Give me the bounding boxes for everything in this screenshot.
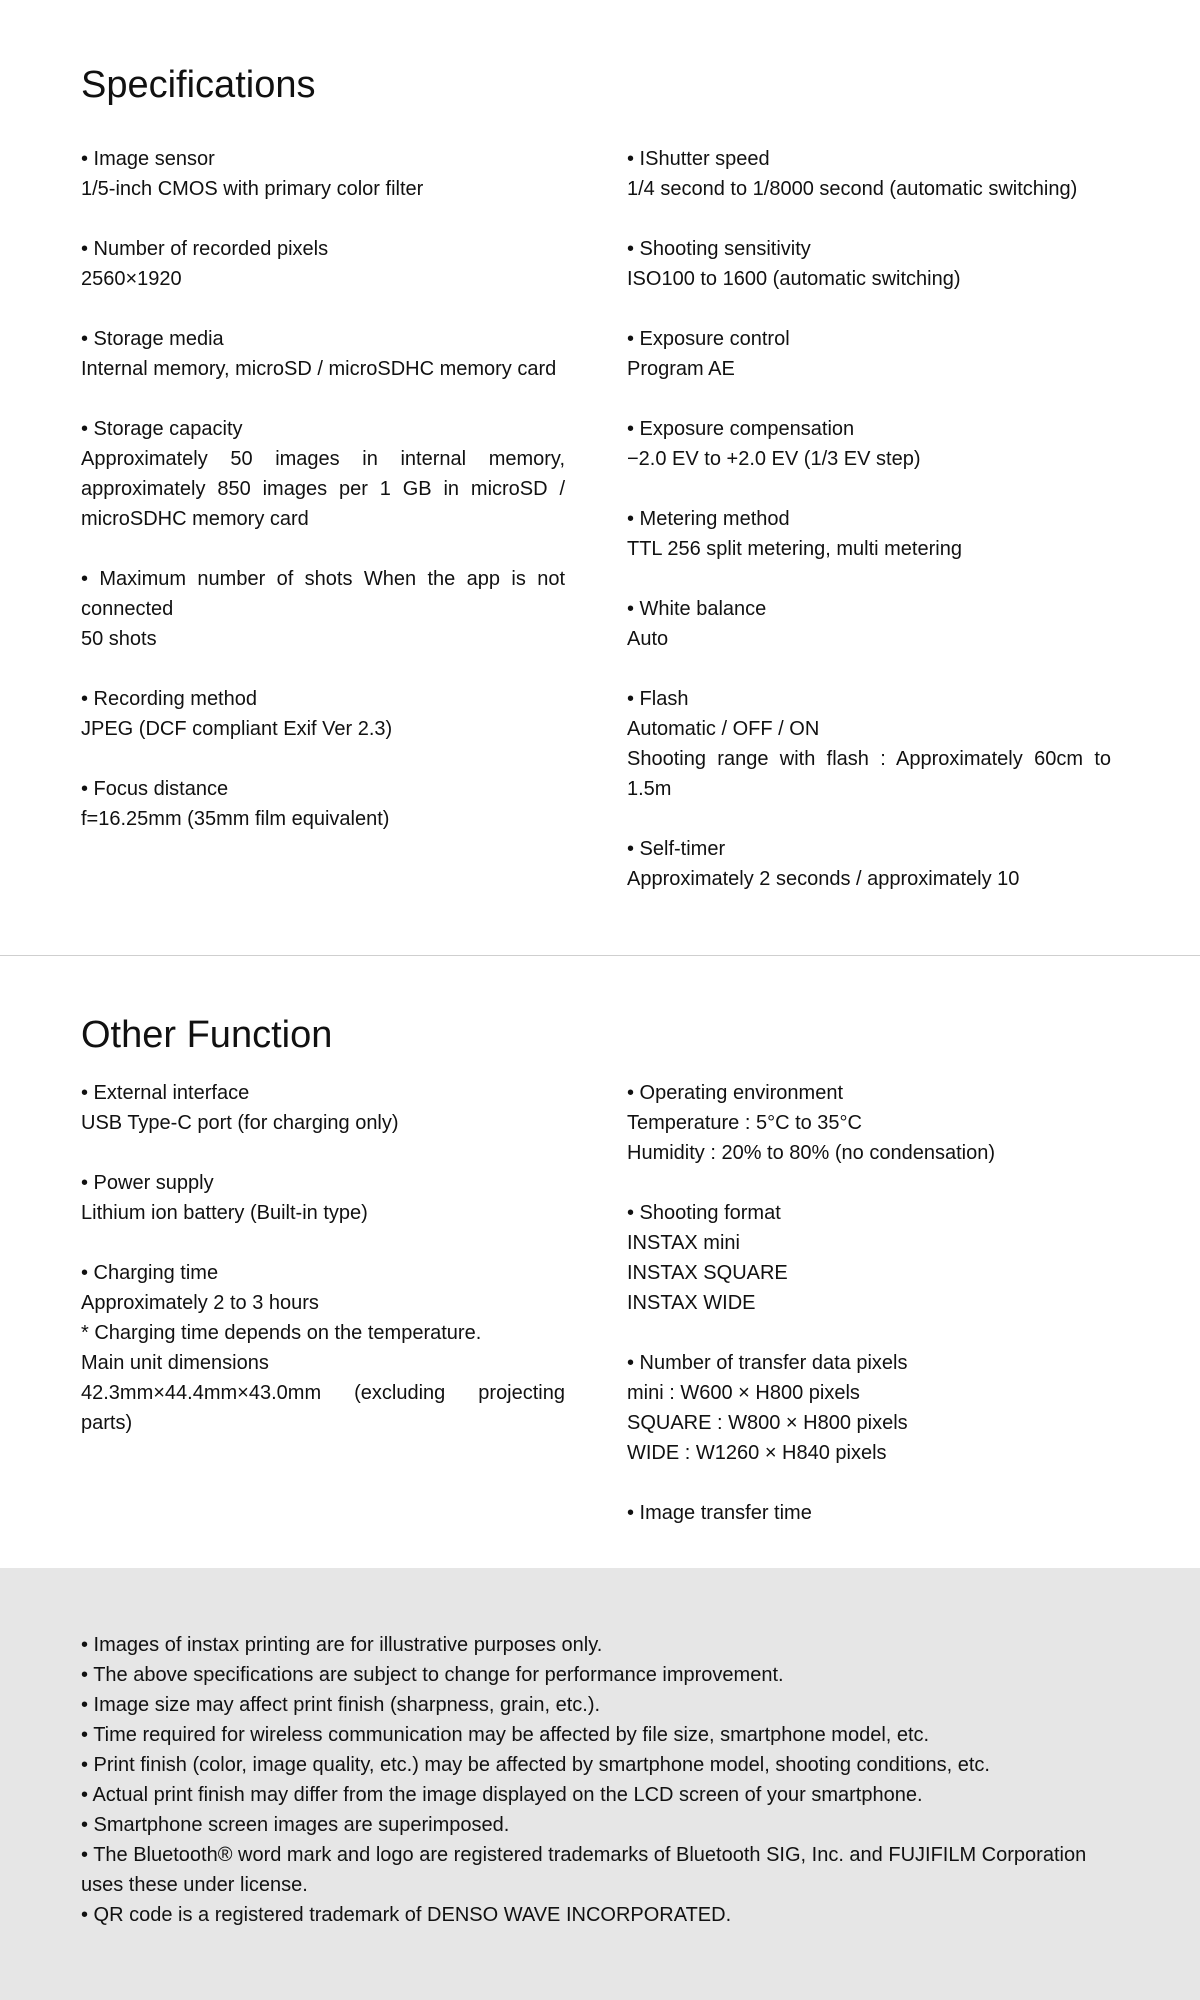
spec-value: * Charging time depends on the temperature. xyxy=(81,1322,482,1344)
spec-item xyxy=(627,684,1111,804)
spec-item xyxy=(627,1078,1111,1168)
notes-list xyxy=(81,1630,1111,1930)
spec-label: • Power supply xyxy=(81,1172,214,1194)
spec-value: mini : W600 × H800 pixels xyxy=(627,1382,860,1404)
spec-item xyxy=(627,234,1111,294)
spec-item xyxy=(627,594,1111,654)
spec-label: • Number of transfer data pixels xyxy=(627,1352,908,1374)
specifications-right-column xyxy=(627,144,1111,924)
spec-value: ISO100 to 1600 (automatic switching) xyxy=(627,268,961,290)
spec-value: Approximately 2 seconds / approximately 10 xyxy=(627,868,1020,890)
spec-label: • Flash xyxy=(627,688,689,710)
note-item: • Image size may affect print finish (sharpness, grain, etc.). xyxy=(81,1694,601,1716)
spec-item xyxy=(627,1498,1111,1528)
spec-value: 1/4 second to 1/8000 second (automatic switching) xyxy=(627,178,1078,200)
spec-label: • External interface xyxy=(81,1082,250,1104)
spec-item xyxy=(627,834,1111,894)
specifications-heading: Specifications xyxy=(81,64,316,106)
spec-value: INSTAX mini xyxy=(627,1232,740,1254)
spec-label: • Focus distance xyxy=(81,778,229,800)
note-item: • Smartphone screen images are superimposed. xyxy=(81,1814,510,1836)
other-function-left-column xyxy=(81,1078,565,1468)
spec-item xyxy=(81,1258,565,1438)
notes-section xyxy=(0,1568,1200,2000)
spec-value: TTL 256 split metering, multi metering xyxy=(627,538,962,560)
spec-value: Humidity : 20% to 80% (no condensation) xyxy=(627,1142,995,1164)
spec-item xyxy=(81,324,565,384)
spec-item xyxy=(81,1078,565,1138)
spec-value: 42.3mm×44.4mm×43.0mm (excluding projecting parts) xyxy=(81,1382,565,1434)
spec-value: SQUARE : W800 × H800 pixels xyxy=(627,1412,908,1434)
spec-item xyxy=(81,234,565,294)
spec-label: • Self-timer xyxy=(627,838,726,860)
spec-item xyxy=(81,684,565,744)
spec-label: • Storage media xyxy=(81,328,224,350)
spec-label: • Shooting sensitivity xyxy=(627,238,811,260)
spec-value: INSTAX SQUARE xyxy=(627,1262,788,1284)
spec-label: • IShutter speed xyxy=(627,148,770,170)
spec-item xyxy=(81,414,565,534)
spec-label: • Storage capacity xyxy=(81,418,243,440)
note-item: • QR code is a registered trademark of DENSO WAVE INCORPORATED. xyxy=(81,1904,732,1926)
spec-value: Shooting range with flash : Approximately 60cm to 1.5m xyxy=(627,748,1111,800)
spec-label: • Image transfer time xyxy=(627,1502,812,1524)
note-item: • The above specifications are subject to change for performance improvement. xyxy=(81,1664,784,1686)
spec-value: INSTAX WIDE xyxy=(627,1292,756,1314)
spec-item xyxy=(627,504,1111,564)
spec-value: Lithium ion battery (Built-in type) xyxy=(81,1202,368,1224)
spec-item xyxy=(81,774,565,834)
spec-label: • Metering method xyxy=(627,508,790,530)
note-item: • Print finish (color, image quality, etc.) may be affected by smartphone model, shooting conditions, etc. xyxy=(81,1754,990,1776)
note-item: • Time required for wireless communication may be affected by file size, smartphone model, etc. xyxy=(81,1724,930,1746)
spec-label: • Number of recorded pixels xyxy=(81,238,329,260)
other-function-section xyxy=(0,956,1200,1568)
note-item: • The Bluetooth® word mark and logo are registered trademarks of Bluetooth SIG, Inc. and FUJIFILM Corporation uses these under license. xyxy=(81,1844,1087,1896)
other-function-right-column xyxy=(627,1078,1111,1558)
spec-item xyxy=(81,564,565,654)
spec-label: • Exposure control xyxy=(627,328,790,350)
spec-item xyxy=(627,1198,1111,1318)
spec-value: 2560×1920 xyxy=(81,268,182,290)
spec-value: Auto xyxy=(627,628,669,650)
note-item: • Images of instax printing are for illustrative purposes only. xyxy=(81,1634,603,1656)
spec-label: • Recording method xyxy=(81,688,257,710)
spec-label: • Charging time xyxy=(81,1262,219,1284)
other-function-heading: Other Function xyxy=(81,1014,333,1056)
spec-value: f=16.25mm (35mm film equivalent) xyxy=(81,808,390,830)
spec-value: USB Type-C port (for charging only) xyxy=(81,1112,399,1134)
spec-value: Main unit dimensions xyxy=(81,1352,269,1374)
spec-item xyxy=(81,1168,565,1228)
spec-label: • Shooting format xyxy=(627,1202,781,1224)
spec-value: 50 shots xyxy=(81,628,157,650)
specifications-section xyxy=(0,0,1200,955)
spec-label: • Operating environment xyxy=(627,1082,844,1104)
spec-value: JPEG (DCF compliant Exif Ver 2.3) xyxy=(81,718,393,740)
spec-label: • White balance xyxy=(627,598,767,620)
specifications-left-column xyxy=(81,144,565,864)
spec-value: WIDE : W1260 × H840 pixels xyxy=(627,1442,887,1464)
spec-item xyxy=(627,324,1111,384)
spec-value: 1/5-inch CMOS with primary color filter xyxy=(81,178,424,200)
spec-value: Approximately 2 to 3 hours xyxy=(81,1292,319,1314)
spec-value: Automatic / OFF / ON xyxy=(627,718,820,740)
spec-item xyxy=(81,144,565,204)
spec-label: • Maximum number of shots When the app is not connected xyxy=(81,568,565,620)
spec-value: Program AE xyxy=(627,358,735,380)
spec-label: • Exposure compensation xyxy=(627,418,855,440)
spec-value: Internal memory, microSD / microSDHC memory card xyxy=(81,358,557,380)
note-item: • Actual print finish may differ from the image displayed on the LCD screen of your smartphone. xyxy=(81,1784,923,1806)
spec-value: Approximately 50 images in internal memory, approximately 850 images per 1 GB in microSD / microSDHC memory card xyxy=(81,448,565,530)
spec-value: −2.0 EV to +2.0 EV (1/3 EV step) xyxy=(627,448,921,470)
spec-value: Temperature : 5°C to 35°C xyxy=(627,1112,862,1134)
spec-item xyxy=(627,1348,1111,1468)
spec-item xyxy=(627,414,1111,474)
spec-label: • Image sensor xyxy=(81,148,215,170)
spec-item xyxy=(627,144,1111,204)
